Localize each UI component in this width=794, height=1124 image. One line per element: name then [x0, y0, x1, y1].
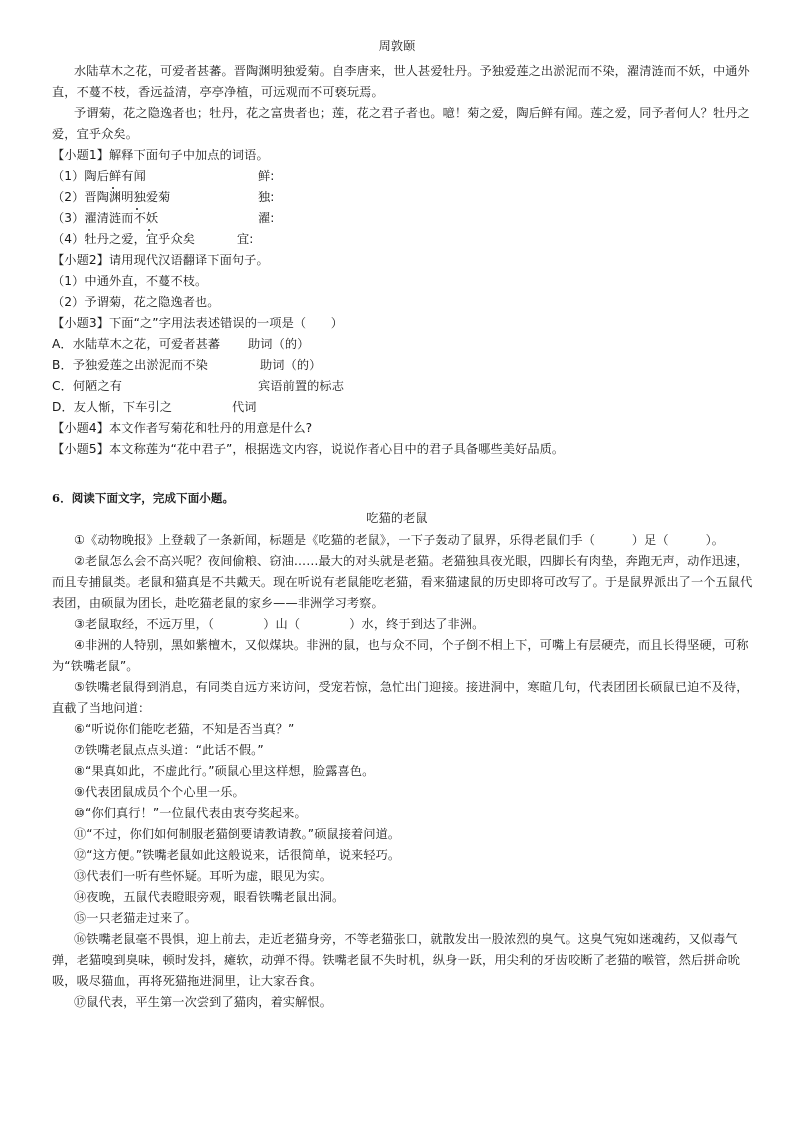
story-line: ⑩“你们真行！”一位鼠代表由衷夸奖起来。 [74, 806, 307, 820]
question-2-item: （2）予谓菊，花之隐逸者也。 [52, 295, 220, 309]
item-word-label: 濯: [258, 211, 275, 225]
story-line: ③老鼠取经，不远万里，（ ）山（ ）水，终于到达了非洲。 [74, 617, 485, 631]
story-line: ⑬代表们一听有些怀疑。耳听为虚，眼见为实。 [74, 869, 333, 883]
story-line: 为“铁嘴老鼠”。 [52, 659, 139, 673]
option-note: 助词（的） [260, 358, 322, 372]
question-1-item [52, 210, 275, 226]
story-line: ⑦铁嘴老鼠点点头道：“此话不假。” [74, 743, 264, 757]
question-1-item [52, 168, 275, 184]
item-word-label: 宜: [237, 232, 254, 246]
item-sentence: （3）濯清涟而不妖 [52, 211, 159, 225]
passage1-paragraph: 予谓菊，花之隐逸者也；牡丹，花之富贵者也；莲，花之君子者也。噫！菊之爱，陶后鲜有闻。莲之爱，同予者何人？牡丹之 [74, 106, 750, 120]
story-line: 表团，由硕鼠为团长，赴吃猫老鼠的家乡——非洲学习考察。 [52, 596, 384, 610]
story-line: ①《动物晚报》上登载了一条新闻，标题是《吃猫的老鼠》，一下子轰动了鼠界，乐得老鼠们手（ ）足（ ）。 [74, 533, 725, 547]
question-3-option-c [52, 378, 345, 394]
question-3-option-d [52, 399, 257, 415]
emphasis-dot [148, 229, 150, 231]
item-sentence: （1）陶后鲜有闻 [52, 169, 146, 183]
passage1-title: 周敦颐 [378, 39, 416, 53]
item-word-label: 鲜: [258, 169, 275, 183]
question-3-stem: 【小题3】下面“之”字用法表述错误的一项是（ ） [52, 316, 344, 330]
passage1-paragraph: 爱，宜乎众矣。 [52, 127, 139, 141]
question-3-option-a [52, 336, 310, 352]
story-line: ⑧“果真如此，不虚此行。”硕鼠心里这样想，脸露喜色。 [74, 764, 375, 778]
story-line: ⑪“不过，你们如何制服老猫倒要请教请教。”硕鼠接着问道。 [74, 827, 401, 841]
story-line: ④非洲的人特别，黑如紫檀木，又似煤块。非洲的鼠，也与众不同，个子倒不相上下，可嘴上有层硬壳，而且长得坚硬，可称 [74, 638, 749, 652]
story-line: 直截了当地问道： [52, 701, 151, 715]
story-line: 吸，吸尽猫血，再将死猫拖进洞里，让大家吞食。 [52, 974, 323, 988]
question-1-item [52, 231, 254, 247]
story-line: ⑨代表团鼠成员个个心里一乐。 [74, 785, 245, 799]
option-text: C．何陋之有 [52, 379, 123, 393]
item-sentence: （4）牡丹之爱，宜乎众矣 [52, 232, 196, 246]
story-line: ⑯铁嘴老鼠毫不畏惧，迎上前去，走近老猫身旁，不等老猫张口，就散发出一股浓烈的臭气。这臭气宛如迷魂药，又似毒气 [74, 932, 738, 946]
story-line: 弹，老猫嗅到臭味，顿时发抖，瘫软，动弹不得。铁嘴老鼠不失时机，纵身一跃，用尖利的牙齿咬断了老猫的喉管，然后拼命吮 [52, 953, 741, 967]
question-1-item [52, 189, 275, 205]
question-2-item: （1）中通外直，不蔓不枝。 [52, 274, 208, 288]
question-5-stem: 【小题5】本文称莲为“花中君子”，根据选文内容，说说作者心目中的君子具备哪些美好品质。 [52, 442, 565, 456]
story-line: ②老鼠怎么会不高兴呢？夜间偷粮、窃油……最大的对头就是老猫。老猫独具夜光眼，四脚长有肉垫，奔跑无声，动作迅速， [74, 554, 749, 568]
option-note: 宾语前置的标志 [258, 379, 345, 393]
question-1-stem: 【小题1】解释下面句子中加点的词语。 [52, 148, 269, 162]
section-6-heading: 6．阅读下面文字，完成下面小题。 [52, 491, 235, 505]
passage1-paragraph: 直，不蔓不枝，香远益清，亭亭净植，可远观而不可亵玩焉。 [52, 85, 384, 99]
passage1-paragraph: 水陆草木之花，可爱者甚蕃。晋陶渊明独爱菊。自李唐来，世人甚爱牡丹。予独爱莲之出淤泥而不染，濯清涟而不妖，中通外 [74, 64, 750, 78]
emphasis-dot [136, 208, 138, 210]
story-line: ⑭夜晚，五鼠代表瞪眼旁观，眼看铁嘴老鼠出洞。 [74, 890, 345, 904]
story-line: ⑫“这方便。”铁嘴老鼠如此这般说来，话很简单，说来轻巧。 [74, 848, 401, 862]
item-word-label: 独: [258, 190, 275, 204]
emphasis-dot [112, 187, 114, 189]
question-4-stem: 【小题4】本文作者写菊花和牡丹的用意是什么? [52, 421, 313, 435]
option-note: 代词 [232, 400, 257, 414]
question-3-option-b [52, 357, 322, 373]
option-text: A．水陆草木之花，可爱者甚蕃 [52, 337, 221, 351]
question-2-stem: 【小题2】请用现代汉语翻译下面句子。 [52, 253, 269, 267]
story-line: ⑤铁嘴老鼠得到消息，有同类自远方来访问，受宠若惊，急忙出门迎接。接进洞中，寒暄几句，代表团团长硕鼠已迫不及待， [74, 680, 749, 694]
story-line: ⑰鼠代表，平生第一次尝到了猫肉，着实解恨。 [74, 995, 333, 1009]
section-6-title: 吃猫的老鼠 [366, 511, 428, 525]
option-note: 助词（的） [248, 337, 310, 351]
item-sentence: （2）晋陶渊明独爱菊 [52, 190, 171, 204]
story-line: ⑥“听说你们能吃老猫，不知是否当真？” [74, 722, 295, 736]
option-text: B．予独爱莲之出淤泥而不染 [52, 358, 208, 372]
option-text: D．友人惭，下车引之 [52, 400, 173, 414]
story-line: 而且专捕鼠类。老鼠和猫真是不共戴天。现在听说有老鼠能吃老猫，看来猫逮鼠的历史即将可改写了。于是鼠界派出了一个五鼠代 [52, 575, 753, 589]
story-line: ⑮一只老猫走过来了。 [74, 911, 197, 925]
